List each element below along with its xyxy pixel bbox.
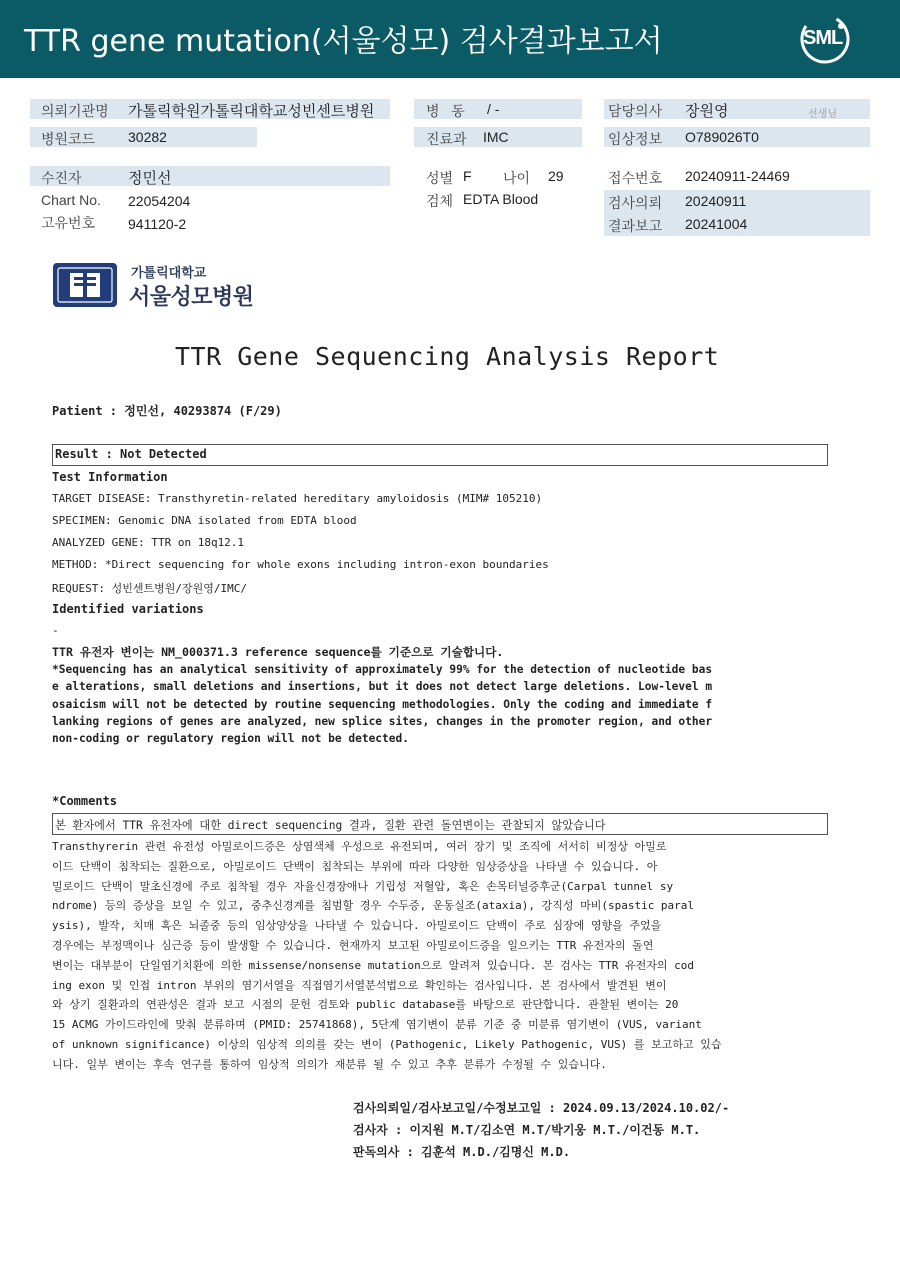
method-line: METHOD: *Direct sequencing for whole exons including intron-exon boundaries bbox=[52, 558, 549, 571]
clinical-label: 임상정보 bbox=[608, 131, 663, 147]
unique-label: 고유번호 bbox=[41, 215, 96, 231]
dept-label: 진료과 bbox=[426, 131, 467, 147]
comments-line: ndrome) 등의 증상을 보일 수 있고, 중추신경계를 침범할 경우 수두증, 운동실조(ataxia), 강직성 마비(spastic paral bbox=[52, 899, 695, 913]
unique-value: 941120-2 bbox=[128, 216, 187, 232]
comments-line: 니다. 일부 변이는 후속 연구를 통하여 임상적 의의가 재분류 될 수 있고 추후 분류가 수정될 수 있습니다. bbox=[52, 1057, 607, 1071]
patient-label: 수진자 bbox=[41, 170, 82, 186]
hospital-code-label: 병원코드 bbox=[41, 131, 96, 147]
sex-value: F bbox=[463, 168, 472, 184]
reader-line: 판독의사 : 김훈석 M.D./김명신 M.D. bbox=[353, 1145, 571, 1159]
specimen-line: SPECIMEN: Genomic DNA isolated from EDTA blood bbox=[52, 514, 357, 527]
hospital-name-large: 서울성모병원 bbox=[129, 285, 254, 310]
report-title: TTR Gene Sequencing Analysis Report bbox=[175, 342, 720, 371]
comments-line: ysis), 발작, 치매 혹은 뇌졸중 등의 임상양상을 나타낼 수 있습니다. 아밀로이드 단백이 주로 심장에 영향을 주었을 bbox=[52, 919, 662, 933]
ward-value: / - bbox=[487, 101, 500, 117]
comments-box-text: 본 환자에서 TTR 유전자에 대한 direct sequencing 결과, 질환 관련 돌연변이는 관찰되지 않았습니다 bbox=[55, 819, 606, 832]
report-value: 20241004 bbox=[685, 216, 748, 232]
doctor-label: 담당의사 bbox=[608, 103, 663, 119]
age-value: 29 bbox=[548, 168, 564, 184]
doctor-value: 장원영 bbox=[685, 103, 729, 120]
request-label: 검사의뢰 bbox=[608, 195, 663, 211]
sensitivity-line: osaicism will not be detected by routine sequencing methodologies. Only the coding and immediate f bbox=[52, 697, 713, 711]
sensitivity-line: e alterations, small deletions and insertions, but it does not detect large deletions. Low-level m bbox=[52, 680, 713, 694]
sensitivity-line: non-coding or regulatory region will not be detected. bbox=[52, 732, 409, 746]
comments-line: 밀로이드 단백이 말초신경에 주로 침착될 경우 자율신경장애나 기립성 저혈압, 혹은 손목터널증후군(Carpal tunnel sy bbox=[52, 879, 674, 893]
reference-line: TTR 유전자 변이는 NM_000371.3 reference sequence를 기준으로 기술합니다. bbox=[52, 645, 504, 659]
specimen-value: EDTA Blood bbox=[463, 191, 539, 207]
receipt-label: 접수번호 bbox=[608, 170, 663, 186]
sex-label: 성별 bbox=[426, 170, 454, 186]
ward-label: 병 동 bbox=[426, 103, 465, 119]
patient-line: Patient : 정민선, 40293874 (F/29) bbox=[52, 404, 282, 418]
comments-line: 이드 단백이 침착되는 질환으로, 아밀로이드 단백이 침착되는 부위에 따라 다양한 임상증상을 나타낼 수 있습니다. 아 bbox=[52, 859, 658, 873]
comments-line: Transthyrerin 관련 유전성 아밀로이드증은 상염색체 우성으로 유전되며, 여러 장기 및 조직에 서서히 비정상 아밀로 bbox=[52, 840, 667, 853]
dates-line: 검사의뢰일/검사보고일/수정보고일 : 2024.09.13/2024.10.02/- bbox=[353, 1101, 730, 1115]
dept-value: IMC bbox=[483, 129, 509, 145]
age-label: 나이 bbox=[503, 170, 531, 186]
identified-heading: Identified variations bbox=[52, 602, 204, 616]
clinical-value: O789026T0 bbox=[685, 129, 759, 145]
hospital-code-value: 30282 bbox=[128, 129, 167, 145]
hospital-seal-icon bbox=[52, 262, 118, 308]
comments-line: of unknown significance) 이상의 임상적 의의를 갖는 변이 (Pathogenic, Likely Pathogenic, VUS) 를 보고하고 있습 bbox=[52, 1037, 722, 1051]
request-line: REQUEST: 성빈센트병원/장원영/IMC/ bbox=[52, 582, 247, 595]
comments-line: 15 ACMG 가이드라인에 맞춰 분류하며 (PMID: 25741868), 5단계 염기변이 분류 기준 중 미분류 염기변이 (VUS, variant bbox=[52, 1018, 702, 1032]
request-value: 20240911 bbox=[685, 193, 747, 209]
specimen-label: 검체 bbox=[426, 193, 454, 209]
institution-value: 가톨릭학원가톨릭대학교성빈센트병원 bbox=[128, 103, 375, 120]
comments-heading: *Comments bbox=[52, 794, 118, 808]
chart-label: Chart No. bbox=[41, 192, 101, 208]
sensitivity-paragraph bbox=[52, 661, 832, 747]
comments-line: 경우에는 부정맥이나 심근증 등이 발생할 수 있습니다. 현재까지 보고된 아밀로이드증을 일으키는 TTR 유전자의 돌연 bbox=[52, 938, 654, 952]
page-title: TTR gene mutation(서울성모) 검사결과보고서 bbox=[24, 24, 663, 59]
target-disease: TARGET DISEASE: Transthyretin-related hereditary amyloidosis (MIM# 105210) bbox=[52, 492, 543, 505]
institution-label: 의뢰기관명 bbox=[41, 103, 109, 119]
result-line: Result : Not Detected bbox=[55, 447, 207, 461]
header-banner bbox=[0, 0, 900, 78]
receipt-value: 20240911-24469 bbox=[685, 168, 790, 184]
logo-text: SML bbox=[803, 27, 843, 49]
patient-value: 정민선 bbox=[128, 170, 172, 187]
sensitivity-line: *Sequencing has an analytical sensitivity of approximately 99% for the detection of nucleotide bas bbox=[52, 663, 713, 676]
test-info-heading: Test Information bbox=[52, 470, 168, 484]
hospital-name-small: 가톨릭대학교 bbox=[131, 266, 207, 281]
comments-line: 변이는 대부분이 단일염기치환에 의한 missense/nonsense mutation으로 알려져 있습니다. 본 검사는 TTR 유전자의 cod bbox=[52, 958, 695, 972]
doctor-suffix: 선생님 bbox=[808, 109, 837, 120]
sensitivity-line: lanking regions of genes are analyzed, new splice sites, changes in the promoter region, and other bbox=[52, 714, 713, 728]
report-label: 결과보고 bbox=[608, 218, 663, 234]
analyzed-gene: ANALYZED GENE: TTR on 18q12.1 bbox=[52, 536, 245, 549]
testers-line: 검사자 : 이지원 M.T/김소연 M.T/박기웅 M.T./이건동 M.T. bbox=[353, 1123, 701, 1137]
identified-value: - bbox=[52, 624, 59, 637]
comments-paragraph bbox=[52, 837, 832, 1075]
chart-value: 22054204 bbox=[128, 193, 191, 209]
patient-row bbox=[30, 166, 390, 186]
comments-line: 와 상기 질환과의 연관성은 결과 보고 시점의 문헌 검토와 public database를 바탕으로 판단합니다. 관찰된 변이는 20 bbox=[52, 998, 679, 1012]
comments-line: ing exon 및 인접 intron 부위의 염기서열을 직접염기서열분석법으로 확인하는 검사입니다. 본 검사에서 발견된 변이 bbox=[52, 978, 667, 992]
